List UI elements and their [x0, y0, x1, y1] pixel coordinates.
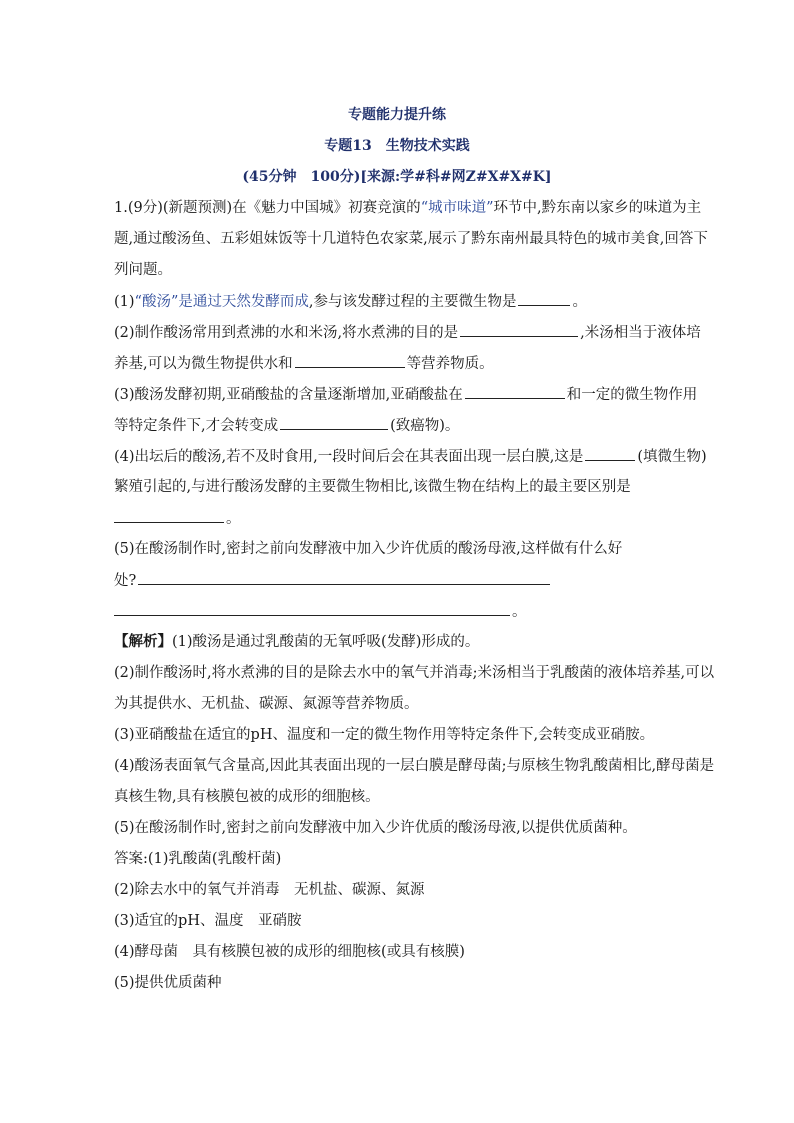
analysis-1: 【解析】(1)酸汤是通过乳酸菌的无氧呼吸(发酵)形成的。	[114, 633, 480, 650]
q1-line-3: 列问题。	[114, 262, 172, 278]
answer-blank[interactable]	[114, 601, 510, 616]
answer-2: (2)除去水中的氧气并消毒 无机盐、碳源、氮源	[114, 882, 425, 898]
analysis-4: (4)酸汤表面氧气含量高,因此其表面出现的一层白膜是酵母菌;与原核生物乳酸菌相比,酵母菌是	[114, 758, 715, 774]
answer-1: 答案:(1)乳酸菌(乳酸杆菌)	[114, 851, 282, 867]
q1-sub4-cont: 繁殖引起的,与进行酸汤发酵的主要微生物相比,该微生物在结构上的最主要区别是	[114, 479, 631, 495]
q1-sub1: (1)“酸汤”是通过天然发酵而成,参与该发酵过程的主要微生物是 。	[114, 291, 587, 312]
q1-line-2: 题,通过酸汤鱼、五彩姐妹饭等十几道特色农家菜,展示了黔东南州最具特色的城市美食,回答下	[114, 231, 708, 247]
q1-sub5: (5)在酸汤制作时,密封之前向发酵液中加入少许优质的酸汤母液,这样做有什么好	[114, 541, 623, 557]
answer-blank[interactable]	[465, 384, 565, 399]
section-title: 专题能力提升练	[348, 107, 446, 123]
q1-sub5-blank: 。	[114, 601, 527, 622]
answer-blank[interactable]	[138, 570, 550, 585]
answer-4: (4)酵母菌 具有核膜包被的成形的细胞核(或具有核膜)	[114, 944, 465, 960]
answer-blank[interactable]	[114, 508, 224, 523]
answer-5: (5)提供优质菌种	[114, 975, 222, 991]
q1-sub3: (3)酸汤发酵初期,亚硝酸盐的含量逐渐增加,亚硝酸盐在 和一定的微生物作用	[114, 384, 697, 405]
q1-sub2-cont: 养基,可以为微生物提供水和 等营养物质。	[114, 353, 494, 374]
analysis-2: (2)制作酸汤时,将水煮沸的目的是除去水中的氧气并消毒;米汤相当于乳酸菌的液体培养基,可以	[114, 665, 715, 681]
q1-sub4: (4)出坛后的酸汤,若不及时食用,一段时间后会在其表面出现一层白膜,这是 (填微生物)	[114, 446, 707, 467]
analysis-label: 【解析】	[114, 633, 172, 650]
answer-blank[interactable]	[518, 291, 570, 306]
analysis-4-cont: 真核生物,具有核膜包被的成形的细胞核。	[114, 789, 380, 805]
time-score-line: (45分钟 100分)[来源:学#科#网Z#X#X#K]	[242, 169, 552, 185]
analysis-5: (5)在酸汤制作时,密封之前向发酵液中加入少许优质的酸汤母液,以提供优质菌种。	[114, 820, 637, 836]
q1-sub5-cont: 处?	[114, 570, 552, 591]
q1-line-1: 1.(9分)(新题预测)在《魅力中国城》初赛竞演的“城市味道”环节中,黔东南以家乡的味道为主	[114, 200, 702, 216]
q1-sub4-blank: 。	[114, 508, 241, 529]
answer-blank[interactable]	[585, 446, 635, 461]
answer-3: (3)适宜的pH、温度 亚硝胺	[114, 913, 302, 929]
topic-title: 专题13 生物技术实践	[324, 138, 470, 154]
analysis-2-cont: 为其提供水、无机盐、碳源、氮源等营养物质。	[114, 696, 419, 712]
q1-sub2: (2)制作酸汤常用到煮沸的水和米汤,将水煮沸的目的是 ,米汤相当于液体培	[114, 322, 701, 343]
q1-sub3-cont: 等特定条件下,才会转变成 (致癌物)。	[114, 415, 459, 436]
analysis-3: (3)亚硝酸盐在适宜的pH、温度和一定的微生物作用等特定条件下,会转变成亚硝胺。	[114, 727, 655, 743]
answer-blank[interactable]	[280, 415, 388, 430]
answer-blank[interactable]	[460, 322, 578, 337]
answer-blank[interactable]	[295, 353, 405, 368]
